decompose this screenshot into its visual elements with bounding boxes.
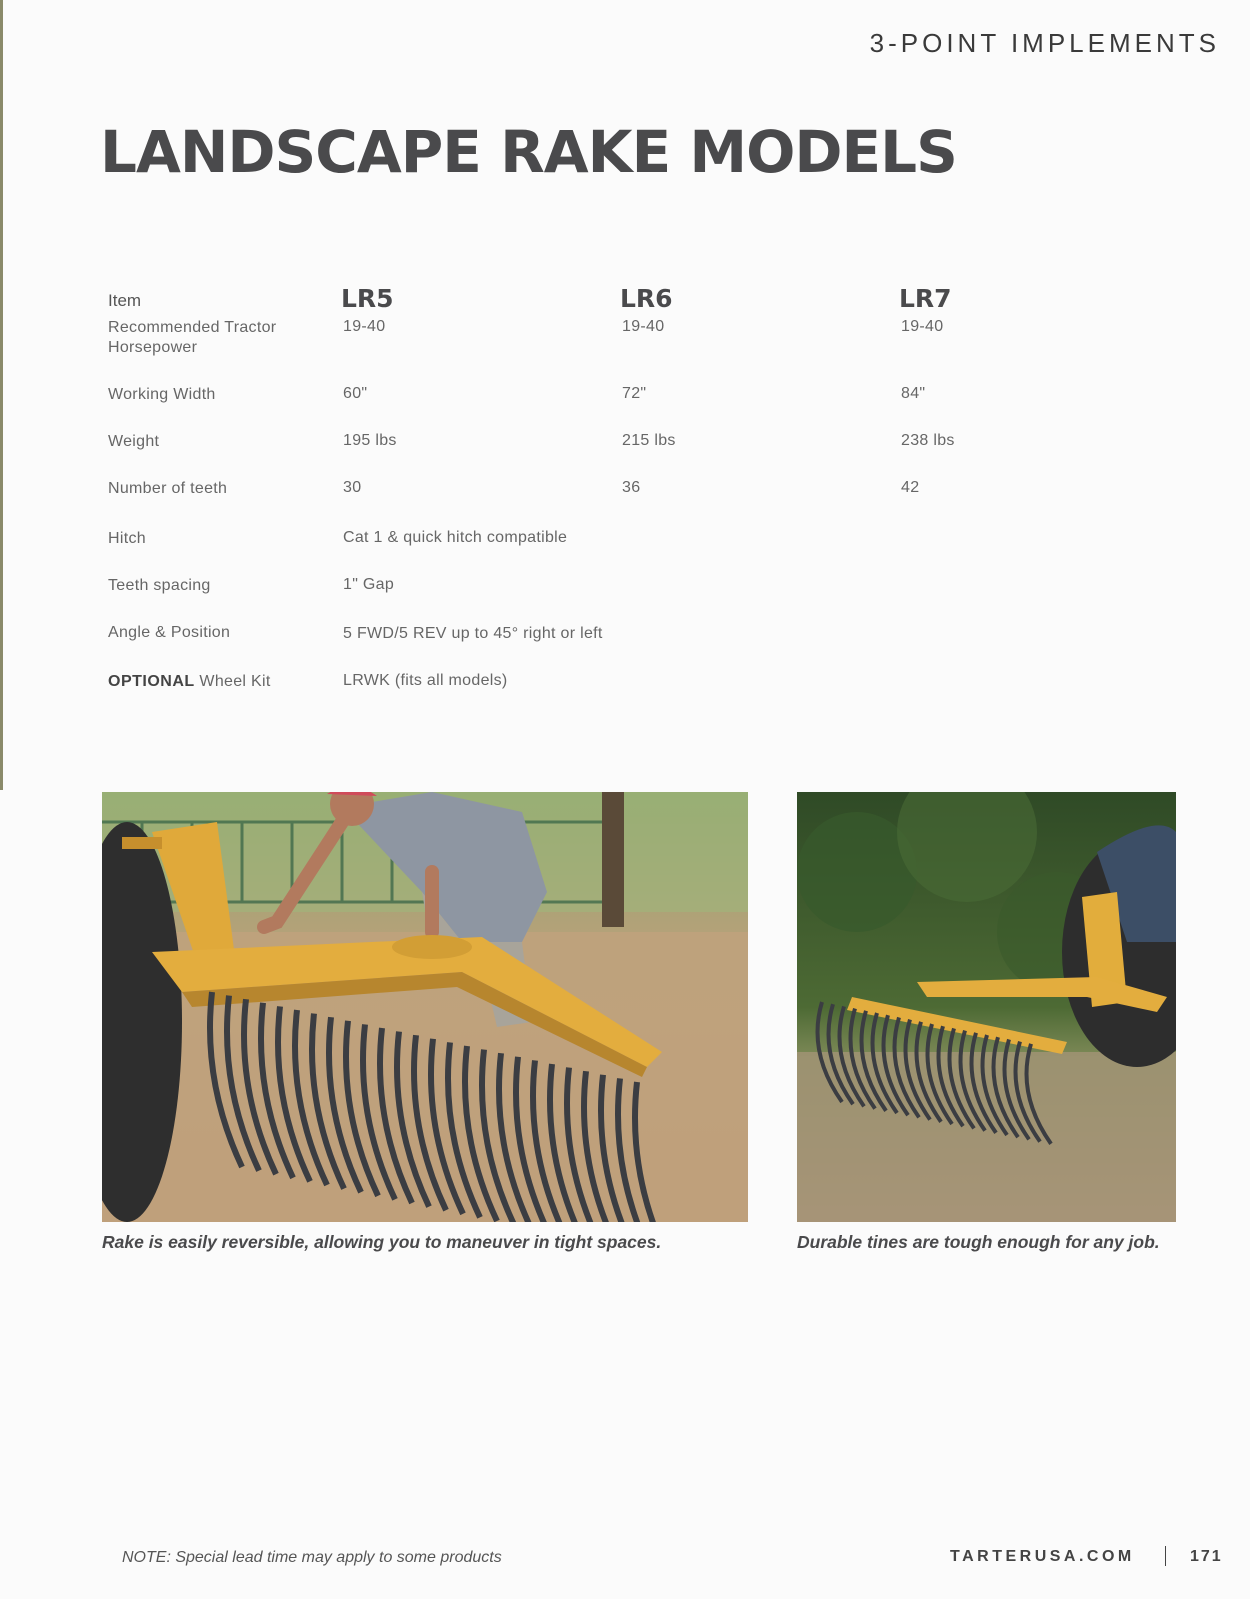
page-number: 171 bbox=[1190, 1548, 1223, 1565]
lr5-value: 195 lbs bbox=[343, 432, 397, 449]
row-label: Recommended Tractor Horsepower bbox=[108, 319, 277, 356]
lr7-value: 19-40 bbox=[901, 318, 944, 335]
lr7-value: 84" bbox=[901, 385, 926, 402]
model-header-lr7: LR7 bbox=[899, 284, 952, 313]
rake-photo-illustration bbox=[102, 792, 748, 1222]
row-label: Weight bbox=[108, 433, 160, 450]
lr6-value: 19-40 bbox=[622, 318, 665, 335]
lr7-value: 42 bbox=[901, 479, 920, 496]
lr6-value: 36 bbox=[622, 479, 641, 496]
lr5-value: 60" bbox=[343, 385, 368, 402]
section-label: 3-POINT IMPLEMENTS bbox=[869, 28, 1220, 58]
all-models-value: 5 FWD/5 REV up to 45° right or left bbox=[343, 625, 603, 642]
all-models-value: Cat 1 & quick hitch compatible bbox=[343, 529, 568, 546]
photo-rake-reversible bbox=[102, 792, 748, 1222]
photo-caption-2: Durable tines are tough enough for any job. bbox=[797, 1232, 1160, 1252]
row-label: Number of teeth bbox=[108, 480, 228, 497]
row-label: Working Width bbox=[108, 386, 216, 403]
page-edge bbox=[0, 0, 3, 790]
lr6-value: 215 lbs bbox=[622, 432, 676, 449]
photo-caption-1: Rake is easily reversible, allowing you to maneuver in tight spaces. bbox=[102, 1232, 662, 1252]
page-title: LANDSCAPE RAKE MODELS bbox=[100, 118, 957, 186]
row-label: Angle & Position bbox=[108, 624, 231, 641]
lead-time-note: NOTE: Special lead time may apply to some products bbox=[122, 1549, 502, 1566]
lr5-value: 30 bbox=[343, 479, 362, 496]
lr5-value: 19-40 bbox=[343, 318, 386, 335]
all-models-value: LRWK (fits all models) bbox=[343, 672, 508, 689]
row-label: Teeth spacing bbox=[108, 577, 211, 594]
photo-durable-tines bbox=[797, 792, 1176, 1222]
row-label bbox=[108, 672, 308, 692]
tines-photo-illustration bbox=[797, 792, 1176, 1222]
lr7-value: 238 lbs bbox=[901, 432, 955, 449]
optional-prefix: OPTIONAL bbox=[108, 673, 195, 690]
all-models-value: 1" Gap bbox=[343, 576, 395, 593]
row-label: Hitch bbox=[108, 530, 146, 547]
item-column-header: Item bbox=[108, 291, 142, 310]
row-label-text: Wheel Kit bbox=[199, 673, 271, 690]
lr6-value: 72" bbox=[622, 385, 647, 402]
model-header-lr5: LR5 bbox=[341, 284, 394, 313]
model-header-lr6: LR6 bbox=[620, 284, 673, 313]
footer-website[interactable]: TARTERUSA.COM bbox=[950, 1548, 1135, 1565]
footer-divider bbox=[1165, 1546, 1166, 1566]
